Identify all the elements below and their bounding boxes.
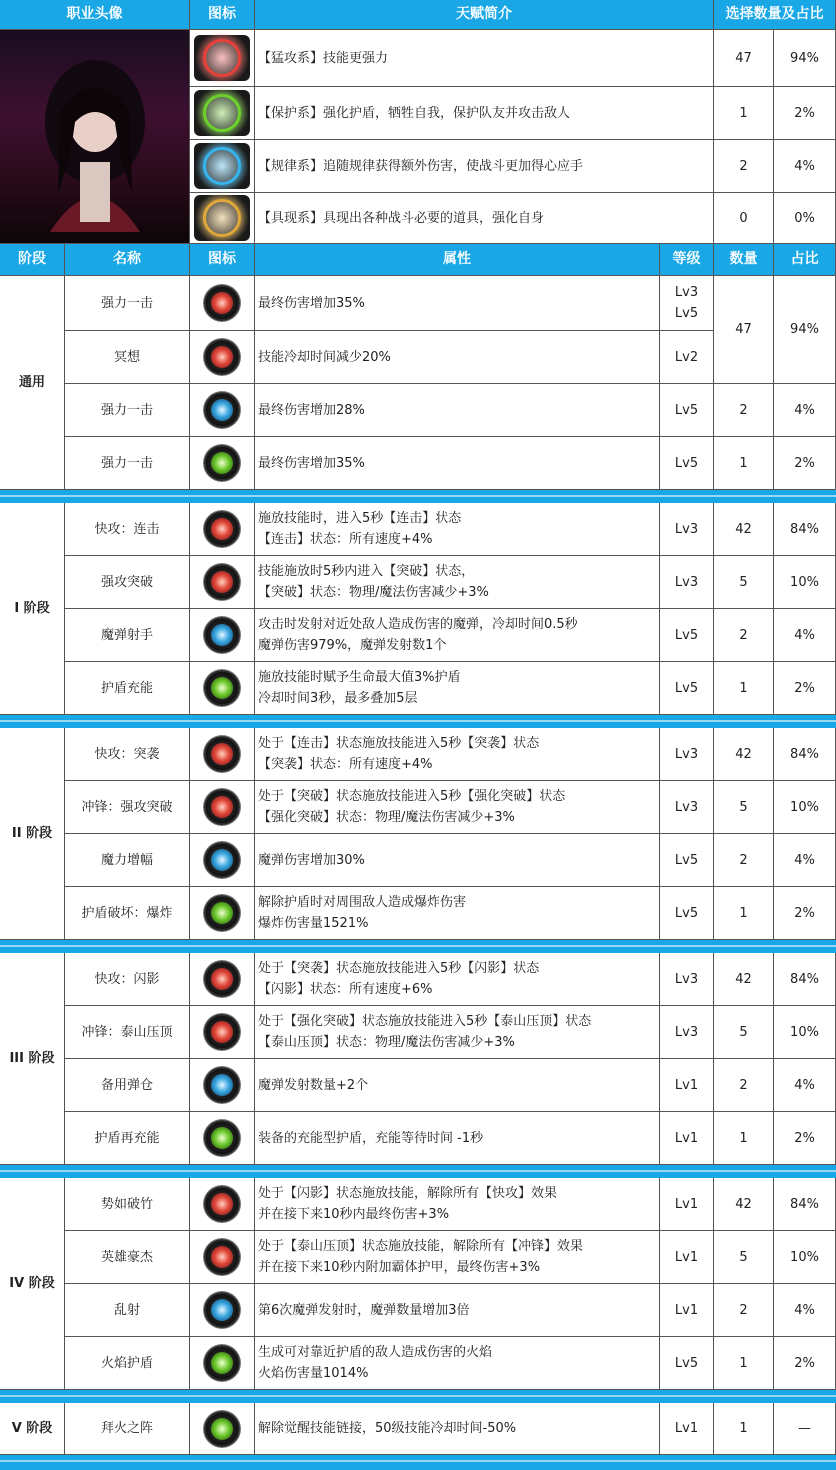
level-cell: Lv1 <box>660 1178 714 1231</box>
talent-desc: 【具现系】具现出各种战斗必要的道具，强化自身 <box>255 193 714 244</box>
intro-header: 天赋简介 <box>255 0 714 30</box>
count-cell: 47 <box>714 276 774 384</box>
pct-cell: 10% <box>774 781 836 834</box>
skill-row <box>0 834 836 887</box>
pct-cell: 10% <box>774 1006 836 1059</box>
attribute-cell <box>255 503 660 556</box>
count-cell: 2 <box>714 834 774 887</box>
attribute-line: 技能施放时5秒内进入【突破】状态， <box>258 564 475 579</box>
attribute-cell <box>255 1006 660 1059</box>
skill-icon-cell <box>190 1059 255 1112</box>
attribute-cell <box>255 834 660 887</box>
red-raid-icon <box>204 736 240 772</box>
pct-cell: 10% <box>774 556 836 609</box>
attribute-line: 第6次魔弹发射时，魔弹数量增加3倍 <box>258 1302 470 1318</box>
pct-cell: 4% <box>774 1284 836 1337</box>
attribute-cell <box>255 728 660 781</box>
pct-cell: 4% <box>774 609 836 662</box>
attribute-cell <box>255 1403 660 1455</box>
skill-name: 强力一击 <box>65 437 190 490</box>
level-value: Lv3 <box>674 285 699 300</box>
count-cell: 1 <box>714 1337 774 1390</box>
level-cell: Lv3 <box>660 1006 714 1059</box>
stage-label: II 阶段 <box>0 728 65 940</box>
skill-row <box>0 1284 836 1337</box>
talent-desc: 【保护系】强化护盾，牺牲自我，保护队友并攻击敌人 <box>255 87 714 140</box>
level-cell: Lv5 <box>660 609 714 662</box>
attribute-line: 冷却时间3秒，最多叠加5层 <box>258 691 418 706</box>
skill-name: 强力一击 <box>65 384 190 437</box>
attribute-cell <box>255 1337 660 1390</box>
skill-icon-cell <box>190 503 255 556</box>
skill-row <box>0 1059 836 1112</box>
attribute-line: 【突破】状态：物理/魔法伤害减少+3% <box>258 585 489 600</box>
attribute-line: 解除觉醒技能链接，50级技能冷却时间-50% <box>258 1421 517 1436</box>
skill-row <box>0 1231 836 1284</box>
skill-name: 强力一击 <box>65 276 190 331</box>
level-cell: Lv2 <box>660 331 714 384</box>
level-cell: Lv5 <box>660 834 714 887</box>
green-flame-icon <box>204 1345 240 1381</box>
skill-icon-cell <box>190 953 255 1006</box>
skill-icon-cell <box>190 1112 255 1165</box>
pct-cell: 2% <box>774 437 836 490</box>
skill-name: 魔力增幅 <box>65 834 190 887</box>
attribute-line: 处于【连击】状态施放技能进入5秒【突袭】状态 <box>258 736 540 751</box>
stage-label: IV 阶段 <box>0 1178 65 1390</box>
section-divider <box>0 1165 836 1178</box>
count-cell: 42 <box>714 1178 774 1231</box>
column-header-count: 数量 <box>714 244 774 276</box>
count-cell: 42 <box>714 503 774 556</box>
level-value: Lv5 <box>674 306 699 321</box>
blue-amplify-icon <box>204 842 240 878</box>
attribute-line: 【强化突破】状态：物理/魔法伤害减少+3% <box>258 810 515 825</box>
attribute-cell <box>255 556 660 609</box>
red-bamboo-icon <box>204 1186 240 1222</box>
attribute-cell <box>255 662 660 715</box>
skill-row <box>0 1337 836 1390</box>
column-header-pct: 占比 <box>774 244 836 276</box>
talent-icon-cell <box>190 30 255 87</box>
level-cell: Lv3 <box>660 503 714 556</box>
skill-row <box>0 1006 836 1059</box>
attribute-cell <box>255 953 660 1006</box>
stage-label: I 阶段 <box>0 503 65 715</box>
attribute-cell <box>255 1284 660 1337</box>
attribute-line: 处于【突袭】状态施放技能进入5秒【闪影】状态 <box>258 961 540 976</box>
blue-compass-icon <box>194 143 250 189</box>
skill-row <box>0 953 836 1006</box>
skill-icon-cell <box>190 781 255 834</box>
pct-cell: 10% <box>774 1231 836 1284</box>
pick-header: 选择数量及占比 <box>714 0 836 30</box>
attribute-line: 装备的充能型护盾，充能等待时间 -1秒 <box>258 1130 484 1146</box>
green-shield-icon <box>204 670 240 706</box>
skill-name: 快攻：突袭 <box>65 728 190 781</box>
pct-cell: 4% <box>774 834 836 887</box>
red-sigil-icon <box>194 35 250 81</box>
level-cell: Lv3 <box>660 953 714 1006</box>
stage-label: III 阶段 <box>0 953 65 1165</box>
attribute-line: 处于【闪影】状态施放技能，解除所有【快攻】效果 <box>258 1186 558 1201</box>
talent-desc: 【猛攻系】技能更强力 <box>255 30 714 87</box>
column-header-name: 名称 <box>65 244 190 276</box>
stage-label: 通用 <box>0 276 65 490</box>
level-cell: Lv5 <box>660 887 714 940</box>
pct-cell: 2% <box>774 887 836 940</box>
level-cell: Lv5 <box>660 1337 714 1390</box>
red-combo-icon <box>204 511 240 547</box>
skill-name: 冲锋：泰山压顶 <box>65 1006 190 1059</box>
attribute-cell <box>255 1059 660 1112</box>
skill-name: 护盾再充能 <box>65 1112 190 1165</box>
skill-icon-cell <box>190 1403 255 1455</box>
skill-icon-cell <box>190 662 255 715</box>
attribute-line: 【闪影】状态：所有速度+6% <box>258 982 433 997</box>
attribute-line: 生成可对靠近护盾的敌人造成伤害的火焰 <box>258 1345 493 1360</box>
talent-pct: 4% <box>774 140 836 193</box>
pct-cell: 84% <box>774 503 836 556</box>
attribute-line: 爆炸伤害量1521% <box>258 916 369 931</box>
skill-icon-cell <box>190 1337 255 1390</box>
count-cell: 2 <box>714 1284 774 1337</box>
column-header-stage: 阶段 <box>0 244 65 276</box>
level-cell: Lv1 <box>660 1231 714 1284</box>
level-cell: Lv1 <box>660 1284 714 1337</box>
pct-cell: 2% <box>774 1337 836 1390</box>
talent-row <box>0 87 836 140</box>
attribute-cell <box>255 1231 660 1284</box>
talent-pct: 94% <box>774 30 836 87</box>
attribute-line: 【泰山压顶】状态：物理/魔法伤害减少+3% <box>258 1035 515 1050</box>
attribute-line: 【连击】状态：所有速度+4% <box>258 532 433 547</box>
gold-hand-icon <box>194 195 250 241</box>
skill-name: 快攻：连击 <box>65 503 190 556</box>
level-cell: Lv5 <box>660 662 714 715</box>
skill-row <box>0 1178 836 1231</box>
skill-icon-cell <box>190 887 255 940</box>
attribute-line: 技能冷却时间减少20% <box>258 349 391 365</box>
attribute-cell <box>255 1178 660 1231</box>
skill-row <box>0 556 836 609</box>
red-break-icon <box>204 564 240 600</box>
attribute-line: 最终伤害增加35% <box>258 455 365 471</box>
attribute-line: 施放技能时赋予生命最大值3%护盾 <box>258 670 461 685</box>
skill-row <box>0 609 836 662</box>
section-divider <box>0 940 836 953</box>
column-header-attr: 属性 <box>255 244 660 276</box>
column-header-icon: 图标 <box>190 244 255 276</box>
icon-header: 图标 <box>190 0 255 30</box>
red-hero-icon <box>204 1239 240 1275</box>
skill-row <box>0 1112 836 1165</box>
green-fire-array-icon <box>204 1411 240 1447</box>
green-explode-icon <box>204 895 240 931</box>
green-leaf-icon <box>194 90 250 136</box>
talent-pct: 0% <box>774 193 836 244</box>
skill-name: 英雄豪杰 <box>65 1231 190 1284</box>
level-cell: Lv1 <box>660 1059 714 1112</box>
level-cell: Lv3 <box>660 781 714 834</box>
pct-cell: 4% <box>774 384 836 437</box>
level-cell: Lv3 <box>660 556 714 609</box>
pct-cell: 4% <box>774 1059 836 1112</box>
common-stat-row <box>0 384 836 437</box>
count-cell: 2 <box>714 609 774 662</box>
red-charge-icon <box>204 789 240 825</box>
stage-label: V 阶段 <box>0 1403 65 1455</box>
pct-cell: — <box>774 1403 836 1455</box>
attribute-line: 并在接下来10秒内最终伤害+3% <box>258 1207 450 1222</box>
level-cell: Lv1 <box>660 1403 714 1455</box>
pct-cell: 84% <box>774 953 836 1006</box>
portrait-header: 职业头像 <box>0 0 190 30</box>
table-header-row <box>0 244 836 276</box>
skill-name: 拜火之阵 <box>65 1403 190 1455</box>
blue-magazine-icon <box>204 1067 240 1103</box>
section-divider <box>0 715 836 728</box>
attribute-line: 处于【突破】状态施放技能进入5秒【强化突破】状态 <box>258 789 566 804</box>
count-cell: 5 <box>714 556 774 609</box>
skill-row <box>0 728 836 781</box>
attribute-line: 施放技能时，进入5秒【连击】状态 <box>258 511 462 526</box>
pct-cell: 84% <box>774 728 836 781</box>
talent-row <box>0 140 836 193</box>
count-cell: 1 <box>714 1403 774 1455</box>
attribute-line: 魔弹伤害979%，魔弹发射数1个 <box>258 638 447 653</box>
attribute-cell <box>255 887 660 940</box>
level-cell: Lv5 <box>660 384 714 437</box>
attribute-cell <box>255 609 660 662</box>
section-divider <box>0 1455 836 1470</box>
blue-barrage-icon <box>204 1292 240 1328</box>
skill-row <box>0 503 836 556</box>
skill-name: 冲锋：强攻突破 <box>65 781 190 834</box>
skill-icon-cell <box>190 609 255 662</box>
talent-count: 0 <box>714 193 774 244</box>
red-mountain-icon <box>204 1014 240 1050</box>
common-stat-row <box>0 437 836 490</box>
attribute-line: 火焰伤害量1014% <box>258 1366 369 1381</box>
pct-cell: 2% <box>774 662 836 715</box>
skill-name: 护盾破坏：爆炸 <box>65 887 190 940</box>
attribute-line: 魔弹发射数量+2个 <box>258 1077 369 1093</box>
top-header-row <box>0 0 836 30</box>
attribute-line: 攻击时发射对近处敌人造成伤害的魔弹，冷却时间0.5秒 <box>258 617 578 632</box>
skill-name: 备用弹仓 <box>65 1059 190 1112</box>
talent-count: 47 <box>714 30 774 87</box>
level-cell: Lv1 <box>660 1112 714 1165</box>
talent-row <box>0 30 836 87</box>
attribute-line: 【突袭】状态：所有速度+4% <box>258 757 433 772</box>
attribute-cell <box>255 781 660 834</box>
attribute-cell <box>255 1112 660 1165</box>
common-merged <box>0 276 836 384</box>
count-cell: 5 <box>714 1006 774 1059</box>
talent-icon-cell <box>190 140 255 193</box>
skill-icon-cell <box>190 834 255 887</box>
count-cell: 1 <box>714 887 774 940</box>
section-divider <box>0 490 836 503</box>
talent-desc: 【规律系】追随规律获得额外伤害，使战斗更加得心应手 <box>255 140 714 193</box>
attribute-line: 最终伤害增加35% <box>258 295 365 311</box>
skill-row <box>0 887 836 940</box>
talent-count: 1 <box>714 87 774 140</box>
count-cell: 1 <box>714 662 774 715</box>
skill-name: 快攻：闪影 <box>65 953 190 1006</box>
count-cell: 5 <box>714 781 774 834</box>
count-cell: 1 <box>714 437 774 490</box>
attribute-line: 处于【泰山压顶】状态施放技能，解除所有【冲锋】效果 <box>258 1239 584 1254</box>
skill-name: 强攻突破 <box>65 556 190 609</box>
skill-name: 护盾充能 <box>65 662 190 715</box>
skill-icon-cell <box>190 728 255 781</box>
attribute-line: 解除护盾时对周围敌人造成爆炸伤害 <box>258 895 467 910</box>
talent-icon-cell <box>190 87 255 140</box>
attribute-line: 最终伤害增加28% <box>258 402 365 418</box>
skill-row <box>0 662 836 715</box>
pct-cell: 2% <box>774 1112 836 1165</box>
skill-name: 势如破竹 <box>65 1178 190 1231</box>
talent-count: 2 <box>714 140 774 193</box>
column-header-level: 等级 <box>660 244 714 276</box>
level-cell: Lv3 <box>660 728 714 781</box>
skill-icon-cell <box>190 1178 255 1231</box>
pct-cell: 94% <box>774 276 836 384</box>
skill-name: 魔弹射手 <box>65 609 190 662</box>
count-cell: 2 <box>714 384 774 437</box>
attribute-line: 并在接下来10秒内附加霸体护甲，最终伤害+3% <box>258 1260 541 1275</box>
skill-icon-cell <box>190 1284 255 1337</box>
attribute-line: 魔弹伤害增加30% <box>258 852 365 868</box>
count-cell: 42 <box>714 728 774 781</box>
section-divider <box>0 1390 836 1403</box>
skill-icon-cell <box>190 1006 255 1059</box>
skill-name: 火焰护盾 <box>65 1337 190 1390</box>
count-cell: 42 <box>714 953 774 1006</box>
blue-bullet-icon <box>204 617 240 653</box>
count-cell: 2 <box>714 1059 774 1112</box>
talent-pct: 2% <box>774 87 836 140</box>
skill-row <box>0 781 836 834</box>
talent-row <box>0 193 836 244</box>
red-shadow-icon <box>204 961 240 997</box>
level-cell: Lv5 <box>660 437 714 490</box>
talent-icon-cell <box>190 193 255 244</box>
green-recharge-icon <box>204 1120 240 1156</box>
count-cell: 5 <box>714 1231 774 1284</box>
skill-icon-cell <box>190 1231 255 1284</box>
attribute-line: 处于【强化突破】状态施放技能进入5秒【泰山压顶】状态 <box>258 1014 592 1029</box>
skill-icon-cell <box>190 556 255 609</box>
skill-row <box>0 1403 836 1455</box>
skill-name: 冥想 <box>65 331 190 384</box>
skill-name: 乱射 <box>65 1284 190 1337</box>
count-cell: 1 <box>714 1112 774 1165</box>
pct-cell: 84% <box>774 1178 836 1231</box>
